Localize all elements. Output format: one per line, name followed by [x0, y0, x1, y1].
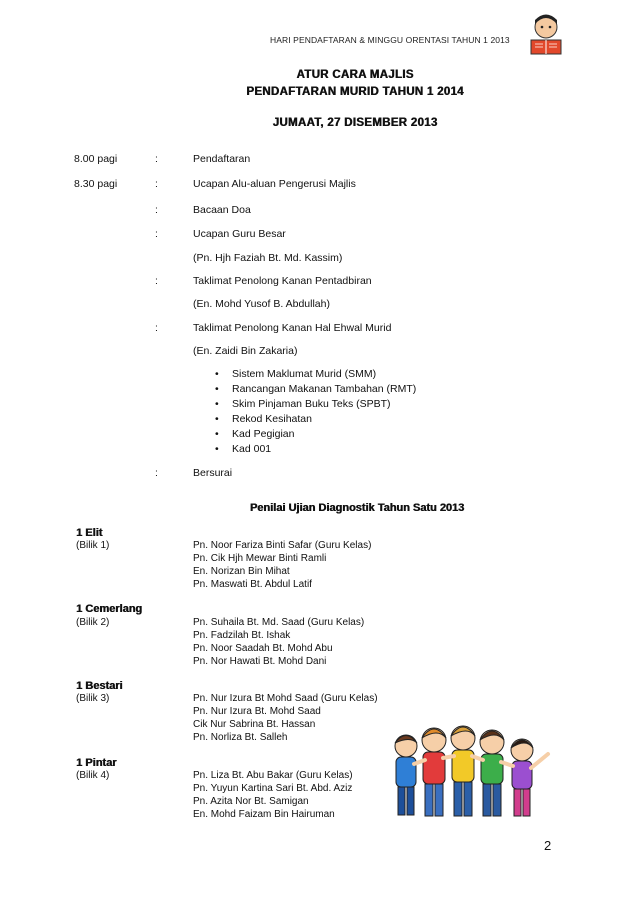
bullet-item: Kad 001	[232, 443, 272, 455]
schedule-colon: :	[155, 178, 158, 190]
class-name: 1 Pintar	[76, 757, 117, 769]
class-name: 1 Elit	[76, 527, 103, 539]
schedule-colon: :	[155, 322, 158, 334]
teacher-name: Pn. Noor Fariza Binti Safar (Guru Kelas)	[193, 540, 372, 551]
schedule-item: Pendaftaran	[193, 153, 251, 165]
teacher-name: Pn. Liza Bt. Abu Bakar (Guru Kelas)	[193, 770, 353, 781]
teacher-name: En. Mohd Faizam Bin Hairuman	[193, 809, 335, 820]
schedule-speaker: (Pn. Hjh Faziah Bt. Md. Kassim)	[193, 252, 343, 264]
class-name: 1 Cemerlang	[76, 603, 143, 615]
teacher-name: Pn. Nur Izura Bt. Mohd Saad	[193, 706, 321, 717]
teacher-name: Cik Nur Sabrina Bt. Hassan	[193, 719, 316, 730]
children-group-illustration	[388, 716, 558, 824]
bullet-item: Rekod Kesihatan	[232, 413, 312, 425]
bullet-dot: •	[215, 368, 219, 380]
class-room: (Bilik 2)	[76, 617, 110, 628]
schedule-time: 8.30 pagi	[74, 178, 118, 190]
bullet-dot: •	[215, 383, 219, 395]
bullet-item: Skim Pinjaman Buku Teks (SPBT)	[232, 398, 391, 410]
title-line-3: JUMAAT, 27 DISEMBER 2013	[272, 117, 438, 129]
bullet-dot: •	[215, 443, 219, 455]
schedule-colon: :	[155, 467, 158, 479]
schedule-speaker: (En. Zaidi Bin Zakaria)	[193, 345, 298, 357]
schedule-item: Bacaan Doa	[193, 204, 251, 216]
section-title: Penilai Ujian Diagnostik Tahun Satu 2013	[249, 502, 465, 514]
schedule-item: Taklimat Penolong Kanan Hal Ehwal Murid	[193, 322, 392, 334]
class-room: (Bilik 4)	[76, 770, 110, 781]
bullet-dot: •	[215, 428, 219, 440]
bullet-item: Sistem Maklumat Murid (SMM)	[232, 368, 377, 380]
page-number: 2	[544, 838, 552, 853]
schedule-colon: :	[155, 228, 158, 240]
bullet-dot: •	[215, 413, 219, 425]
page-header: HARI PENDAFTARAN & MINGGU ORENTASI TAHUN 1 2013	[270, 35, 510, 45]
bullet-item: Rancangan Makanan Tambahan (RMT)	[232, 383, 417, 395]
schedule-item: Taklimat Penolong Kanan Pentadbiran	[193, 275, 372, 287]
schedule-item: Ucapan Guru Besar	[193, 228, 286, 240]
teacher-name: Pn. Nor Hawati Bt. Mohd Dani	[193, 656, 327, 667]
bullet-item: Kad Pegigian	[232, 428, 295, 440]
class-name: 1 Bestari	[76, 680, 123, 692]
bullet-dot: •	[215, 398, 219, 410]
teacher-name: Pn. Norliza Bt. Salleh	[193, 732, 288, 743]
teacher-name: Pn. Fadzilah Bt. Ishak	[193, 630, 291, 641]
schedule-colon: :	[155, 275, 158, 287]
schedule-time: 8.00 pagi	[74, 153, 118, 165]
title-line-2: PENDAFTARAN MURID TAHUN 1 2014	[246, 86, 464, 98]
teacher-name: Pn. Noor Saadah Bt. Mohd Abu	[193, 643, 333, 654]
teacher-name: Pn. Yuyun Kartina Sari Bt. Abd. Aziz	[193, 783, 353, 794]
teacher-name: En. Norizan Bin Mihat	[193, 566, 290, 577]
teacher-name: Pn. Nur Izura Bt Mohd Saad (Guru Kelas)	[193, 693, 378, 704]
title-line-1: ATUR CARA MAJLIS	[296, 69, 414, 81]
class-room: (Bilik 3)	[76, 693, 110, 704]
teacher-name: Pn. Maswati Bt. Abdul Latif	[193, 579, 312, 590]
class-room: (Bilik 1)	[76, 540, 110, 551]
teacher-name: Pn. Cik Hjh Mewar Binti Ramli	[193, 553, 327, 564]
schedule-speaker: (En. Mohd Yusof B. Abdullah)	[193, 298, 330, 310]
child-reading-icon	[527, 12, 565, 56]
teacher-name: Pn. Suhaila Bt. Md. Saad (Guru Kelas)	[193, 617, 365, 628]
teacher-name: Pn. Azita Nor Bt. Samigan	[193, 796, 309, 807]
schedule-item: Ucapan Alu-aluan Pengerusi Majlis	[193, 178, 356, 190]
schedule-item-closing: Bersurai	[193, 467, 233, 479]
schedule-colon: :	[155, 204, 158, 216]
schedule-colon: :	[155, 153, 158, 165]
